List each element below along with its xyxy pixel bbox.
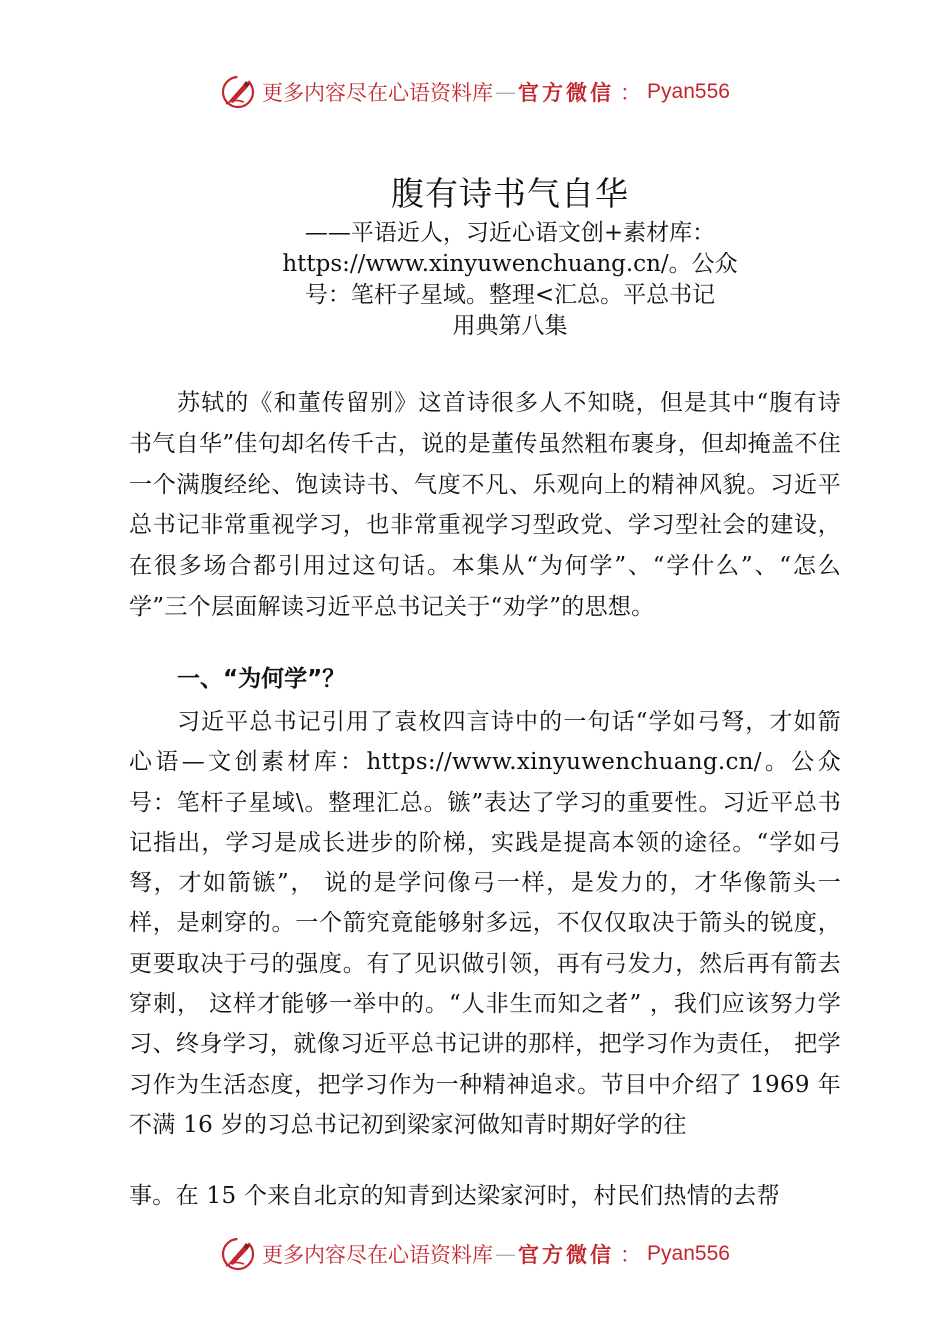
header-watermark-banner <box>0 70 950 114</box>
subtitle-line-2: https://www.xinyuwenchuang.cn/。公众 <box>282 251 738 277</box>
pen-circle-logo-icon <box>220 1236 256 1272</box>
pen-circle-logo-icon <box>220 74 256 110</box>
banner-main-text: 更多内容尽在心语资料库 <box>262 81 494 105</box>
document-title: 腹有诗书气自华 <box>391 174 629 213</box>
banner-wechat-id: Pyan556 <box>647 1242 730 1265</box>
banner-wechat-id: Pyan556 <box>647 80 730 103</box>
subtitle-line-4: 用典第八集 <box>452 313 568 339</box>
banner-main-text: 更多内容尽在心语资料库 <box>262 1243 494 1267</box>
banner-colon: ： <box>620 81 642 105</box>
banner-colon: ： <box>620 1243 642 1267</box>
subtitle-line-1: ——平语近人，习近心语文创+素材库： <box>304 220 716 246</box>
banner-wechat-label: 官方微信 <box>518 81 615 105</box>
banner-dash: — <box>495 1242 517 1266</box>
document-subtitle <box>250 218 770 342</box>
section-paragraph-why-learn: 习近平总书记引用了袁枚四言诗中的一句话“学如弓弩，才如箭心语—文创素材库：https://www.xinyuwenchuang.cn/。公众号：笔杆子星域\。整理汇总。镞”表达了学习的重要性。习近平总书记指出，学习是成长进步的阶梯，实践是提高本领的途径。“学如弓弩，才如箭镞”， 说的是学问像弓一样，是发力的，才华像箭头一样，是刺穿的。一个箭究竟能够射多远，不仅仅取决于箭头的锐度，更要取决于弓的强度。有了见识做引领，再有弓发力，然后再有箭去穿刺， 这样才能够一举中的。“人非生而知之者” ，我们应该努力学习、终身学习，就像习近平总书记讲的那样，把学习作为责任， 把学习作为生活态度，把学习作为一种精神追求。节目中介绍了 1969 年不满 16 岁的习总书记初到梁家河做知青时期好学的往 <box>129 709 841 1138</box>
section-heading-why-learn: 一、“为何学”？ <box>177 666 346 692</box>
subtitle-line-3: 号：笔杆子星域。整理<汇总。平总书记 <box>304 282 716 308</box>
intro-paragraph: 苏轼的《和董传留别》这首诗很多人不知晓，但是其中“腹有诗书气自华”佳句却名传千古，说的是董传虽然粗布裹身，但却掩盖不住一个满腹经纶、饱读诗书、气度不凡、乐观向上的精神风貌。习近平总书记非常重视学习，也非常重视学习型政党、学习型社会的建设，在很多场合都引用过这句话。本集从“为何学”、“学什么”、“怎么学”三个层面解读习近平总书记关于“劝学”的思想。 <box>129 390 841 620</box>
continuation-paragraph: 事。在 15 个来自北京的知青到达梁家河时，村民们热情的去帮 <box>129 1183 780 1209</box>
banner-dash: — <box>495 80 517 104</box>
banner-wechat-label: 官方微信 <box>518 1243 615 1267</box>
footer-watermark-banner <box>0 1232 950 1276</box>
